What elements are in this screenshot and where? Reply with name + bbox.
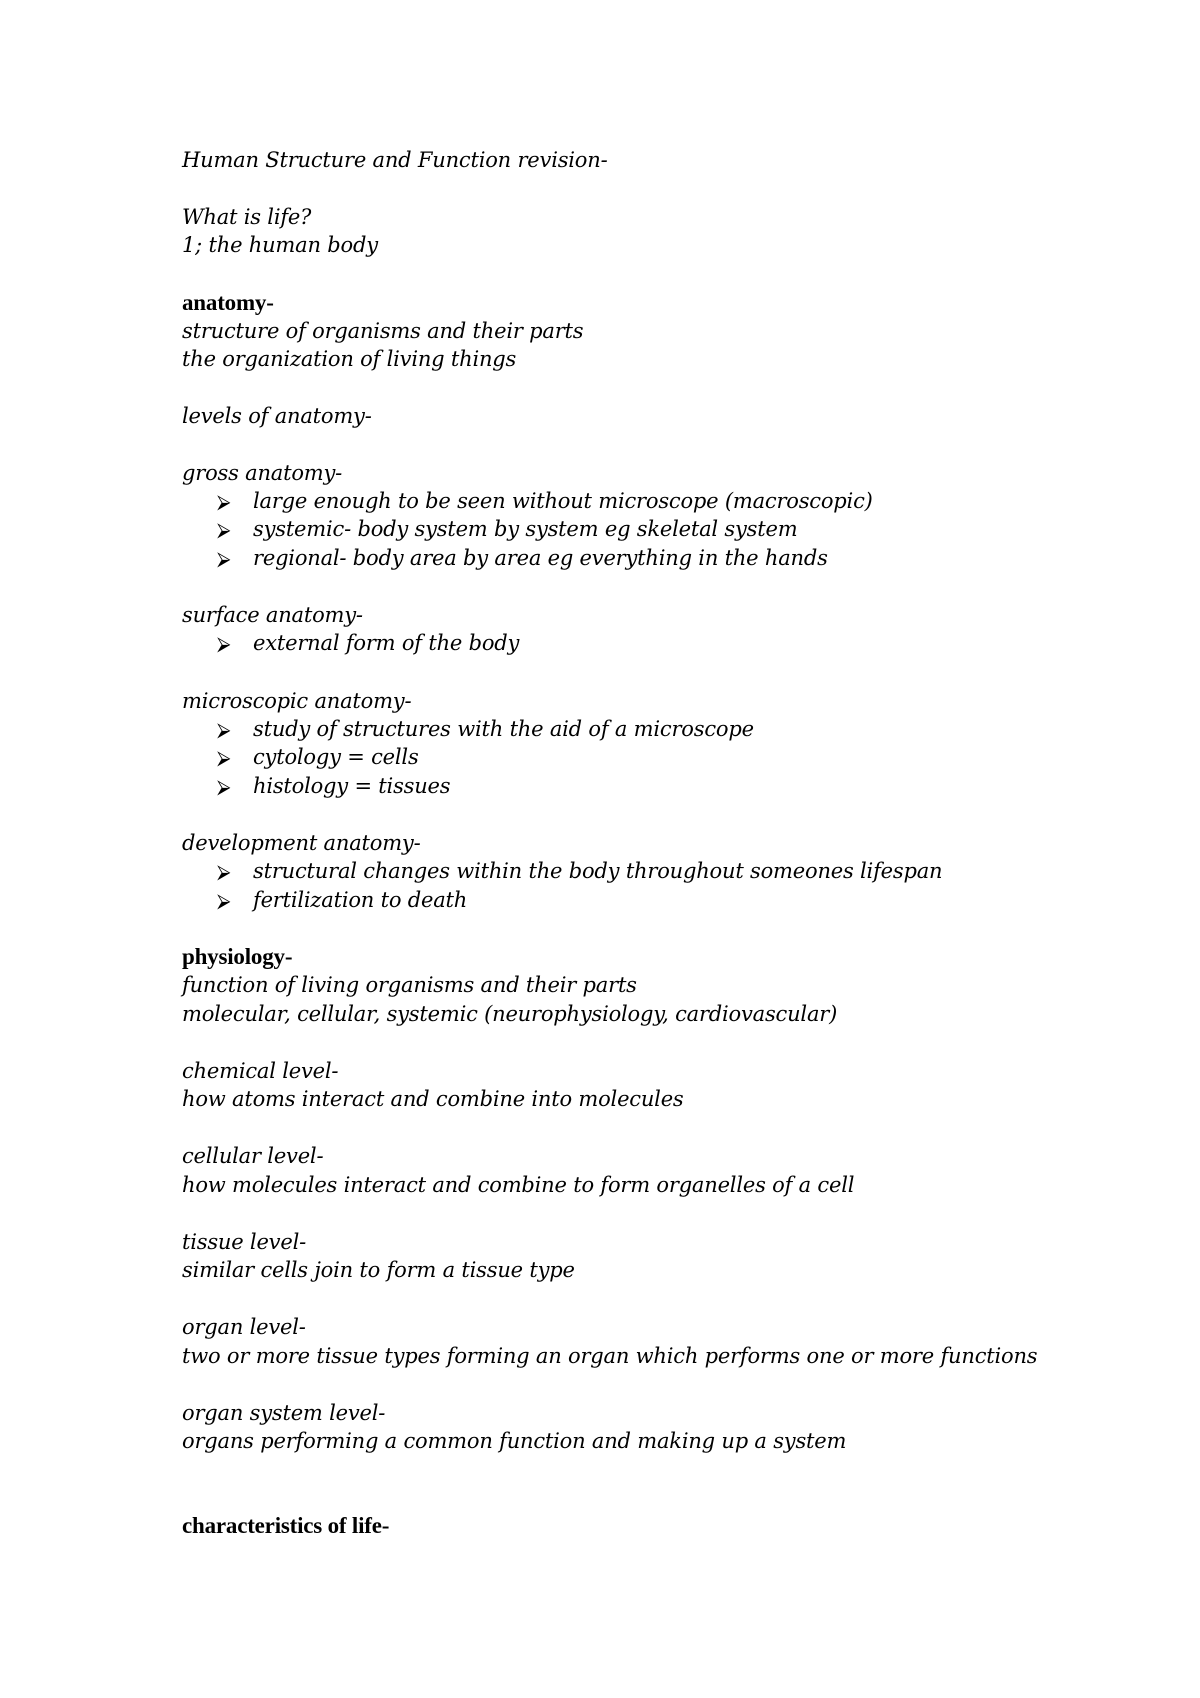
level-description: organs performing a common function and making up a system: [182, 1429, 847, 1453]
level-label: cellular level-: [182, 1144, 324, 1168]
anatomy-line: the organization of living things: [182, 347, 517, 371]
bullet-item: ⮚ structural changes within the body throughout someones lifespan: [217, 857, 942, 886]
levels-of-anatomy-label: levels of anatomy-: [182, 404, 372, 428]
level-label: chemical level-: [182, 1059, 339, 1083]
level-description: similar cells join to form a tissue type: [182, 1258, 575, 1282]
arrow-bullet-icon: ⮚: [217, 548, 231, 570]
bullet-item: ⮚ systemic- body system by system eg skeletal system: [217, 515, 797, 544]
bullet-item: ⮚ external form of the body: [217, 629, 519, 658]
bullet-item: ⮚ large enough to be seen without microscope (macroscopic): [217, 487, 873, 516]
intro-topic: 1; the human body: [182, 233, 378, 257]
arrow-bullet-icon: ⮚: [217, 747, 231, 769]
bullet-item: ⮚ study of structures with the aid of a microscope: [217, 715, 754, 744]
level-label: organ level-: [182, 1315, 306, 1339]
surface-anatomy-label: surface anatomy-: [182, 603, 363, 627]
arrow-bullet-icon: ⮚: [217, 633, 231, 655]
arrow-bullet-icon: ⮚: [217, 491, 231, 513]
anatomy-heading: anatomy-: [182, 290, 274, 315]
arrow-bullet-icon: ⮚: [217, 861, 231, 883]
arrow-bullet-icon: ⮚: [217, 719, 231, 741]
microscopic-anatomy-label: microscopic anatomy-: [182, 689, 412, 713]
document-title: Human Structure and Function revision-: [182, 148, 608, 172]
arrow-bullet-icon: ⮚: [217, 519, 231, 541]
arrow-bullet-icon: ⮚: [217, 776, 231, 798]
arrow-bullet-icon: ⮚: [217, 890, 231, 912]
physiology-line: function of living organisms and their parts: [182, 973, 637, 997]
physiology-heading: physiology-: [182, 944, 293, 969]
level-description: two or more tissue types forming an organ which performs one or more functions: [182, 1344, 1038, 1368]
bullet-item: ⮚ histology = tissues: [217, 772, 450, 801]
bullet-item: ⮚ regional- body area by area eg everything in the hands: [217, 544, 828, 573]
characteristics-heading: characteristics of life-: [182, 1513, 390, 1538]
level-description: how molecules interact and combine to form organelles of a cell: [182, 1173, 855, 1197]
gross-anatomy-label: gross anatomy-: [182, 461, 343, 485]
level-label: tissue level-: [182, 1230, 306, 1254]
bullet-item: ⮚ cytology = cells: [217, 743, 419, 772]
bullet-item: ⮚ fertilization to death: [217, 886, 467, 915]
anatomy-line: structure of organisms and their parts: [182, 319, 584, 343]
level-description: how atoms interact and combine into molecules: [182, 1087, 684, 1111]
intro-question: What is life?: [182, 205, 312, 229]
physiology-line: molecular, cellular, systemic (neurophysiology, cardiovascular): [182, 1002, 838, 1026]
development-anatomy-label: development anatomy-: [182, 831, 421, 855]
level-label: organ system level-: [182, 1401, 386, 1425]
